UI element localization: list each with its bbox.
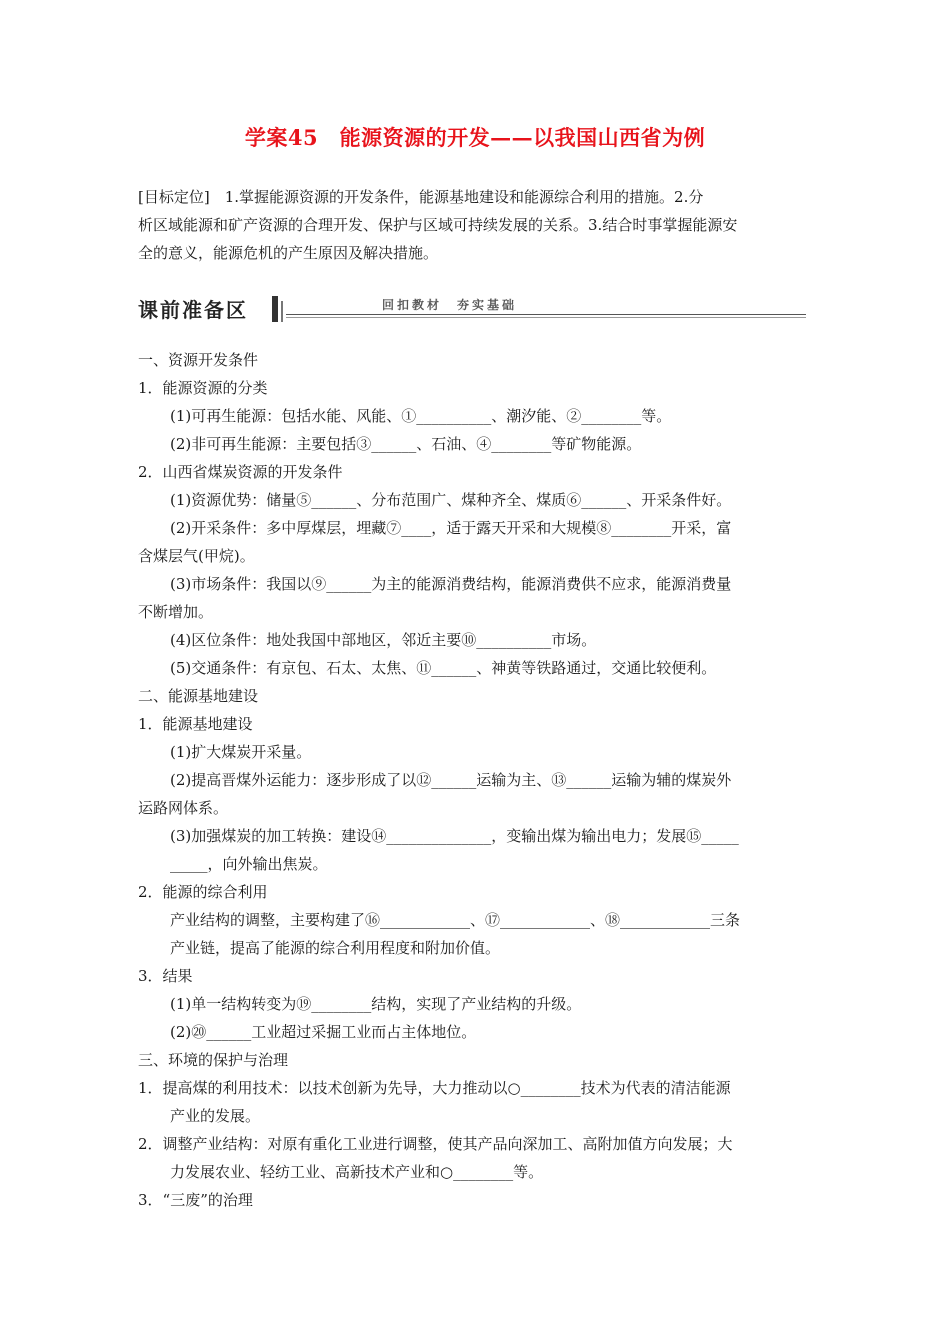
fill-blank-item: (5)交通条件：有京包、石太、太焦、⑪______、神黄等铁路通过，交通比较便利。 [170, 659, 717, 677]
subsection-heading: 3．“三废”的治理 [138, 1191, 253, 1209]
fill-blank-continuation: 运路网体系。 [138, 799, 229, 817]
learning-objectives [138, 183, 814, 267]
objective-line: 全的意义，能源危机的产生原因及解决措施。 [138, 244, 439, 262]
fill-blank-item: (1)扩大煤炭开采量。 [170, 743, 312, 761]
subsection-heading: 1．能源资源的分类 [138, 379, 268, 397]
worksheet-body [138, 346, 814, 1214]
section-banner [138, 292, 806, 326]
section-heading: 三、环境的保护与治理 [138, 1051, 289, 1069]
fill-blank-item: (1)可再生能源：包括水能、风能、①__________、潮汐能、②________等。 [170, 407, 672, 425]
objective-line: [目标定位] 1.掌握能源资源的开发条件，能源基地建设和能源综合利用的措施。2.分 [138, 188, 704, 206]
banner-divider-thin [281, 301, 283, 322]
fill-blank-item: (2)⑳______工业超过采掘工业而占主体地位。 [170, 1023, 477, 1041]
section-heading: 二、能源基地建设 [138, 687, 259, 705]
fill-blank-item: (3)加强煤炭的加工转换：建设⑭______________，变输出煤为输出电力；发展⑮_____ [170, 827, 739, 845]
fill-blank-item: (4)区位条件：地处我国中部地区，邻近主要⑩__________市场。 [170, 631, 597, 649]
subsection-heading: 1．能源基地建设 [138, 715, 253, 733]
fill-blank-continuation: 力发展农业、轻纺工业、高新技术产业和○________等。 [170, 1163, 544, 1181]
fill-blank-item: 2．调整产业结构：对原有重化工业进行调整，使其产品向深加工、高附加值方向发展；大 [138, 1135, 733, 1153]
subsection-heading: 2．能源的综合利用 [138, 883, 268, 901]
subsection-heading: 2．山西省煤炭资源的开发条件 [138, 463, 343, 481]
fill-blank-continuation: 含煤层气(甲烷)。 [138, 547, 255, 565]
fill-blank-item: 产业结构的调整，主要构建了⑯____________、⑰____________、⑱____________三条 [170, 911, 741, 929]
banner-title: 课前准备区 [138, 298, 248, 322]
fill-blank-item: (1)单一结构转变为⑲________结构，实现了产业结构的升级。 [170, 995, 582, 1013]
fill-blank-continuation: 不断增加。 [138, 603, 214, 621]
fill-blank-item: (2)提高晋煤外运能力：逐步形成了以⑫______运输为主、⑬______运输为辅的煤炭外 [170, 771, 732, 789]
banner-subtitle: 回扣教材 夯实基础 [382, 298, 518, 312]
fill-blank-item: (2)非可再生能源：主要包括③______、石油、④________等矿物能源。 [170, 435, 642, 453]
banner-rule [286, 314, 806, 315]
fill-blank-continuation: _____，向外输出焦炭。 [170, 855, 328, 873]
section-heading: 一、资源开发条件 [138, 351, 259, 369]
subsection-heading: 3．结果 [138, 967, 193, 985]
fill-blank-item: (1)资源优势：储量⑤______、分布范围广、煤种齐全、煤质⑥______、开采条件好。 [170, 491, 732, 509]
fill-blank-item: 1．提高煤的利用技术：以技术创新为先导，大力推动以○________技术为代表的清洁能源 [138, 1079, 731, 1097]
page-title: 学案45 能源资源的开发——以我国山西省为例 [244, 125, 706, 150]
fill-blank-item: (2)开采条件：多中厚煤层，埋藏⑦____，适于露天开采和大规模⑧________开采，富 [170, 519, 732, 537]
fill-blank-continuation: 产业的发展。 [170, 1107, 261, 1125]
banner-divider-bar [272, 296, 278, 322]
objective-line: 析区域能源和矿产资源的合理开发、保护与区域可持续发展的关系。3.结合时事掌握能源安 [138, 216, 738, 234]
fill-blank-item: (3)市场条件：我国以⑨______为主的能源消费结构，能源消费供不应求，能源消费量 [170, 575, 732, 593]
fill-blank-continuation: 产业链，提高了能源的综合利用程度和附加价值。 [170, 939, 501, 957]
banner-rule [286, 317, 806, 318]
